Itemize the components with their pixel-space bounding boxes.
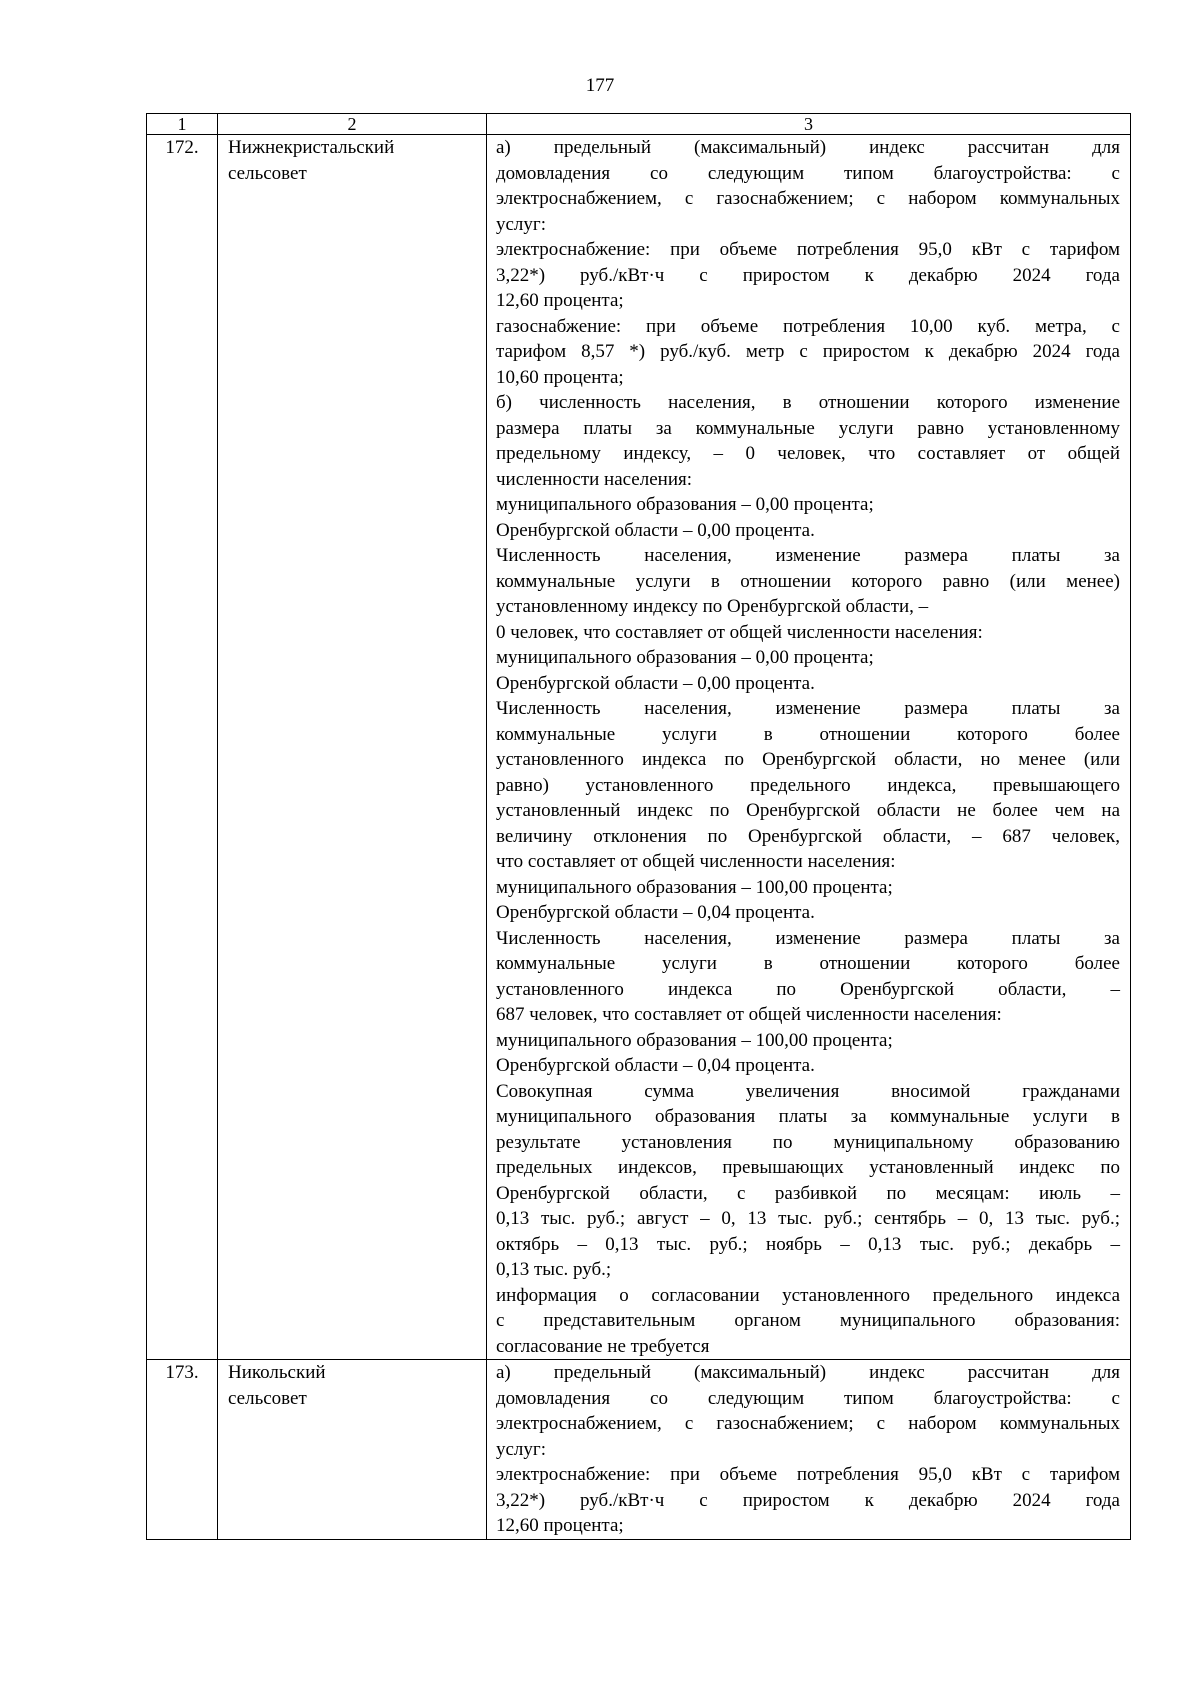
description-line: муниципального образования – 0,00 процента; (496, 494, 874, 515)
description-line: равно) установленного предельного индекса, превышающего (496, 774, 1120, 796)
description-line: 0,13 тыс. руб.; август – 0, 13 тыс. руб.; сентябрь – 0, 13 тыс. руб.; (496, 1208, 1120, 1229)
description-line: б) численность населения, в отношении которого изменение (496, 392, 1120, 413)
description-line: результате установления по муниципальному образованию (496, 1131, 1120, 1153)
municipality-name (218, 135, 487, 1360)
description-line: информация о согласовании установленного предельного индекса (496, 1284, 1120, 1306)
description-line: 687 человек, что составляет от общей численности населения: (496, 1004, 1002, 1025)
description-line: что составляет от общей численности населения: (496, 851, 896, 872)
description-line: 3,22*) руб./кВт·ч с приростом к декабрю 2024 года (496, 1489, 1120, 1511)
description-line: Численность населения, изменение размера платы за (496, 698, 1120, 719)
description-line: 0,13 тыс. руб.; (496, 1259, 612, 1280)
description-line: установленный индекс по Оренбургской области не более чем на (496, 800, 1120, 821)
description-line: муниципального образования – 0,00 процента; (496, 647, 874, 668)
table-row (147, 135, 1131, 1360)
description-line: Численность населения, изменение размера платы за (496, 545, 1120, 566)
column-header-1: 1 (147, 114, 218, 135)
table-row (147, 1360, 1131, 1540)
description-line: с представительным органом муниципального образования: (496, 1310, 1120, 1331)
description-line: электроснабжением, с газоснабжением; с набором коммунальных (496, 1413, 1120, 1434)
description-line: услуг: (496, 1438, 546, 1460)
description-line: муниципального образования – 100,00 процента; (496, 1029, 893, 1051)
description-line: муниципального образования – 100,00 процента; (496, 876, 893, 898)
description-line: согласование не требуется (496, 1335, 710, 1357)
description-line: величину отклонения по Оренбургской области, – 687 человек, (496, 825, 1120, 847)
description-line: Оренбургской области – 0,04 процента. (496, 902, 815, 923)
description-line: 12,60 процента; (496, 290, 624, 311)
description-line: предельных индексов, превышающих установленный индекс по (496, 1157, 1120, 1178)
description-line: коммунальные услуги в отношении которого равно (или менее) (496, 570, 1120, 592)
municipality-name (218, 1360, 487, 1540)
description-line: Совокупная сумма увеличения вносимой гражданами (496, 1080, 1120, 1102)
description-line: услуг: (496, 213, 546, 235)
description-line: муниципального образования платы за коммунальные услуги в (496, 1106, 1120, 1127)
description-line: коммунальные услуги в отношении которого более (496, 953, 1120, 974)
index-description (487, 135, 1131, 1360)
description-line: Оренбургской области – 0,00 процента. (496, 672, 815, 694)
description-line: электроснабжение: при объеме потребления 95,0 кВт с тарифом (496, 239, 1120, 260)
row-number: 173. (147, 1360, 218, 1540)
description-line: Оренбургской области – 0,00 процента. (496, 519, 815, 541)
municipality-name-line: Нижнекристальский (228, 137, 395, 158)
description-line: 10,60 процента; (496, 366, 624, 388)
description-line: 12,60 процента; (496, 1515, 624, 1536)
municipality-name-line: Никольский (228, 1362, 326, 1383)
index-description (487, 1360, 1131, 1540)
row-number: 172. (147, 135, 218, 1360)
description-line: 0 человек, что составляет от общей численности населения: (496, 621, 983, 643)
description-line: домовладения со следующим типом благоустройства: с (496, 1387, 1120, 1409)
description-line: установленного индекса по Оренбургской области, но менее (или (496, 749, 1120, 770)
description-line: коммунальные услуги в отношении которого более (496, 723, 1120, 745)
description-line: размера платы за коммунальные услуги равно установленному (496, 417, 1120, 439)
description-line: установленному индексу по Оренбургской области, – (496, 596, 929, 617)
page-number: 177 (585, 75, 615, 96)
description-line: установленного индекса по Оренбургской области, – (496, 978, 1120, 1000)
description-line: Оренбургской области, с разбивкой по месяцам: июль – (496, 1182, 1120, 1204)
description-line: тарифом 8,57 *) руб./куб. метр с приростом к декабрю 2024 года (496, 341, 1120, 362)
description-line: а) предельный (максимальный) индекс рассчитан для (496, 137, 1120, 158)
description-line: а) предельный (максимальный) индекс рассчитан для (496, 1362, 1120, 1383)
column-number-header-row (147, 114, 1131, 135)
municipal-index-table (146, 113, 1131, 1540)
description-line: 3,22*) руб./кВт·ч с приростом к декабрю 2024 года (496, 264, 1120, 286)
description-line: Оренбургской области – 0,04 процента. (496, 1055, 815, 1076)
description-line: электроснабжение: при объеме потребления 95,0 кВт с тарифом (496, 1464, 1120, 1485)
description-line: октябрь – 0,13 тыс. руб.; ноябрь – 0,13 тыс. руб.; декабрь – (496, 1233, 1120, 1255)
description-line: Численность населения, изменение размера платы за (496, 927, 1120, 949)
municipality-name-line: сельсовет (228, 1387, 307, 1409)
description-line: газоснабжение: при объеме потребления 10,00 куб. метра, с (496, 315, 1120, 337)
description-line: электроснабжением, с газоснабжением; с набором коммунальных (496, 188, 1120, 209)
description-line: численности населения: (496, 468, 693, 490)
column-header-2: 2 (218, 114, 487, 135)
municipality-name-line: сельсовет (228, 162, 307, 184)
description-line: домовладения со следующим типом благоустройства: с (496, 162, 1120, 184)
column-header-3: 3 (487, 114, 1131, 135)
description-line: предельному индексу, – 0 человек, что составляет от общей (496, 443, 1120, 464)
